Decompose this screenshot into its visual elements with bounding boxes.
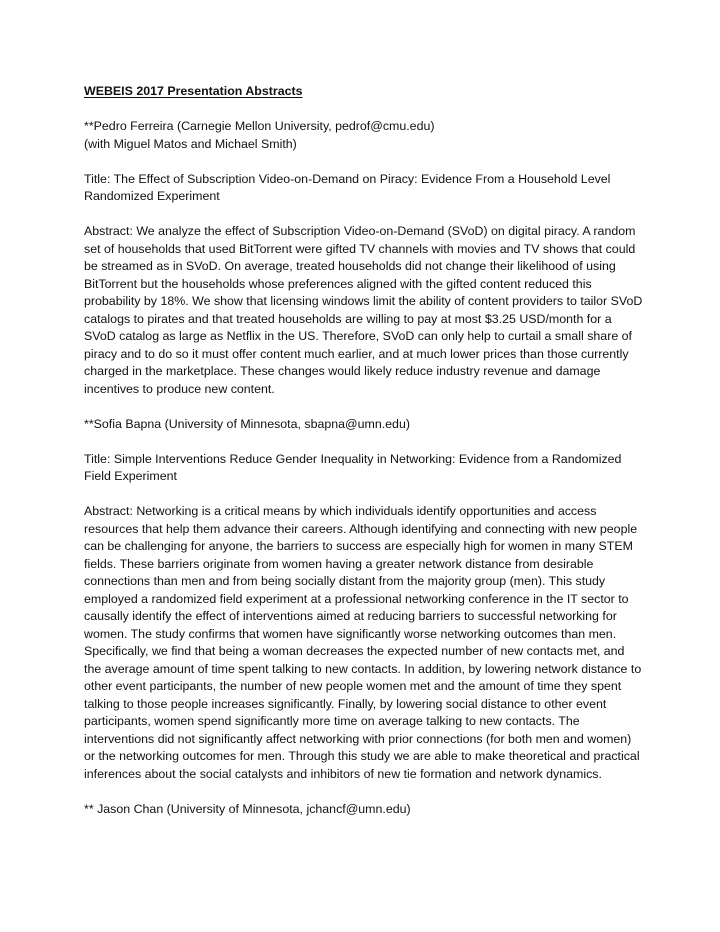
entry-3-presenter: ** Jason Chan (University of Minnesota, jchancf@umn.edu) [84, 801, 411, 816]
entry-2-abstract: Abstract: Networking is a critical means by which individuals identify opportunities and access resources that help them advance their careers. Although identifying and connecting with new people can be challenging for anyone, the barriers to success are especially high for women in many STEM fields. These barriers originate from women having a greater network distance from desirable connections than men and from being socially distant from the majority group (men). This study employed a randomized field experiment at a professional networking conference in the IT sector to causally identify the effect of interventions aimed at reducing barriers to successful networking for women. The study confirms that women have significantly worse networking outcomes than men. Specifically, we find that being a woman decreases the expected number of new contacts met, and the average amount of time spent talking to new contacts. In addition, by lowering network distance to other event participants, the number of new people women met and the amount of time they spent talking to those people increases significantly. Finally, by lowering social distance to other event participants, women spend significantly more time on average talking to new contacts. The interventions did not significantly affect networking with prior connections (for both men and women) or the networking outcomes for men. Through this study we are able to make theoretical and practical inferences about the social catalysts and inhibitors of new tie formation and network dynamics. [84, 504, 642, 781]
entry-2-title: Title: Simple Interventions Reduce Gender Inequality in Networking: Evidence from a Randomized Field Experiment [84, 451, 622, 483]
entry-2-presenter: **Sofia Bapna (University of Minnesota, sbapna@umn.edu) [84, 416, 410, 431]
entry-1-presenter: **Pedro Ferreira (Carnegie Mellon University, pedrof@cmu.edu) [84, 119, 435, 133]
entry-1-coauthors: (with Miguel Matos and Michael Smith) [84, 136, 297, 151]
entry-1-title: Title: The Effect of Subscription Video-on-Demand on Piracy: Evidence From a Household Level Randomized Experiment [84, 171, 611, 203]
document-title: WEBEIS 2017 Presentation Abstracts [84, 84, 303, 98]
document-body [84, 83, 644, 836]
entry-1-header [84, 118, 644, 153]
entry-1-abstract: Abstract: We analyze the effect of Subscription Video-on-Demand (SVoD) on digital piracy. A random set of households that used BitTorrent were gifted TV channels with movies and TV shows that could be streamed as in SVoD. On average, treated households did not change their likelihood of using BitTorrent but the households whose preferences aligned with the gifted content reduced this probability by 18%. We show that licensing windows limit the ability of content providers to tailor SVoD catalogs to pirates and that treated households are willing to pay at most $3.25 USD/month for a SVoD catalog as large as Netflix in the US. Therefore, SVoD can only help to curtail a small share of piracy and to do so it must offer content much earlier, and at much lower prices than those currently charged in the marketplace. These changes would likely reduce industry revenue and damage incentives to produce new content. [84, 224, 643, 396]
document-title-paragraph [84, 83, 644, 101]
